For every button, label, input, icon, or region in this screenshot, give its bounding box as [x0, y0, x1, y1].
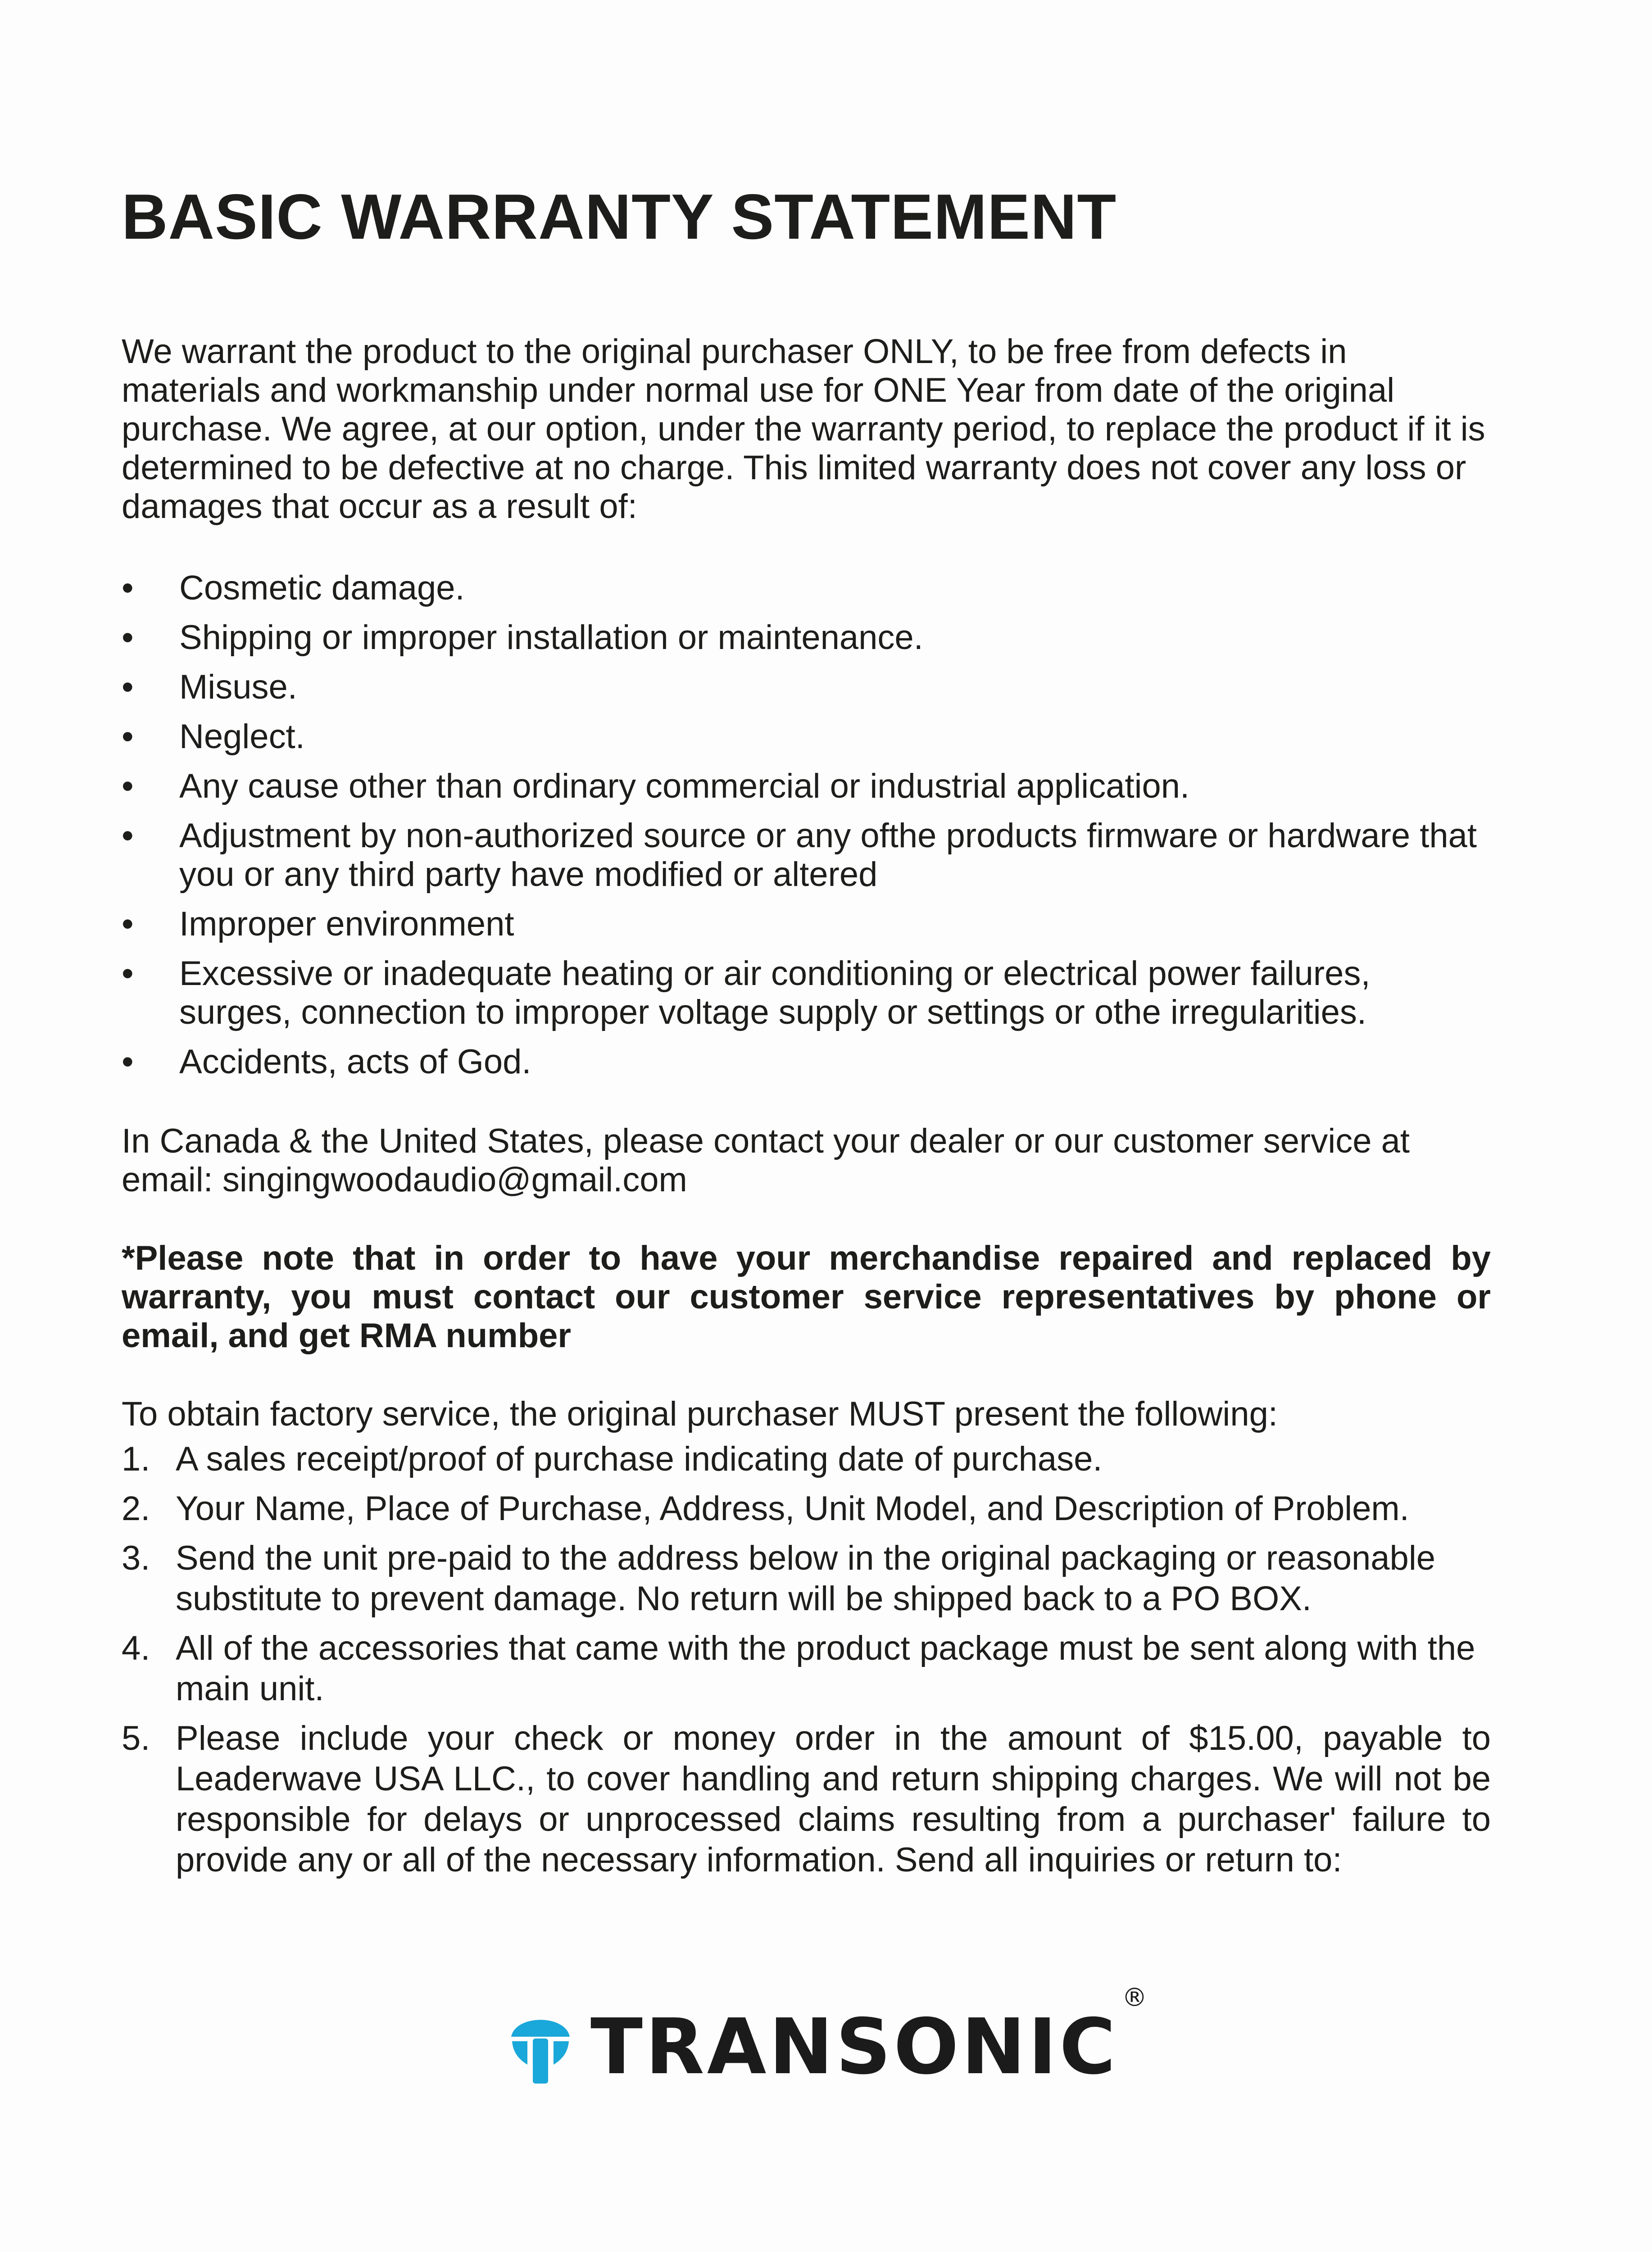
bullet-marker: • [122, 905, 134, 944]
exclusion-item [122, 954, 1491, 1032]
bullet-marker: • [122, 569, 134, 608]
service-step [122, 1628, 1491, 1709]
intro-paragraph: We warrant the product to the original purchaser ONLY, to be free from defects in materials and workmanship under normal use for ONE Year from date of the original purchase. We agree, at our option, under the warranty period, to replace the product if it is determined to be defective at no charge. This limited warranty does not cover any loss or damages that occur as a result of: [122, 332, 1485, 526]
exclusion-text: Shipping or improper installation or maintenance. [179, 618, 923, 657]
step-number: 1. [122, 1440, 150, 1479]
exclusion-text: Misuse. [179, 668, 297, 707]
bullet-marker: • [122, 717, 134, 756]
step-number: 4. [122, 1629, 150, 1668]
exclusion-item [122, 618, 1491, 657]
step-text: Send the unit pre-paid to the address below in the original packaging or reasonable substitute to prevent damage. No return will be shipped back to a PO BOX. [176, 1539, 1435, 1618]
warranty-content [122, 180, 1491, 1889]
contact-paragraph: In Canada & the United States, please contact your dealer or our customer service at email: singingwoodaudio@gmail.com [122, 1122, 1410, 1199]
step-text: A sales receipt/proof of purchase indicating date of purchase. [176, 1440, 1103, 1479]
exclusion-item [122, 767, 1491, 806]
rma-note: *Please note that in order to have your merchandise repaired and replaced by warranty, you must contact our customer service representatives by phone or email, and get RMA number [122, 1239, 1491, 1355]
bullet-marker: • [122, 817, 134, 855]
exclusion-item [122, 668, 1491, 707]
service-step [122, 1538, 1491, 1619]
steps-intro: To obtain factory service, the original purchaser MUST present the following: [122, 1395, 1278, 1434]
exclusion-item [122, 817, 1491, 894]
transonic-logo [507, 1983, 1150, 2092]
exclusion-item [122, 905, 1491, 944]
page-title: BASIC WARRANTY STATEMENT [122, 181, 1117, 253]
step-number: 3. [122, 1539, 150, 1578]
step-text: All of the accessories that came with the product package must be sent along with the main unit. [176, 1629, 1475, 1708]
step-number: 2. [122, 1489, 150, 1528]
exclusion-text: Improper environment [179, 905, 514, 944]
registered-mark: ® [1121, 1983, 1150, 2012]
exclusion-text: Adjustment by non-authorized source or any ofthe products firmware or hardware that you or any third party have modified or altered [179, 817, 1477, 894]
service-step [122, 1718, 1491, 1880]
exclusion-text: Any cause other than ordinary commercial or industrial application. [179, 767, 1190, 806]
bullet-marker: • [122, 954, 134, 993]
step-number: 5. [122, 1719, 150, 1758]
exclusion-item [122, 717, 1491, 756]
exclusion-text: Cosmetic damage. [179, 569, 465, 608]
brand-wordmark [590, 1983, 1150, 2092]
brand-name: TRANSONIC [590, 2002, 1118, 2092]
step-text: Please include your check or money order in the amount of $15.00, payable to Leaderwave USA LLC., to cover handling and return shipping charges. We will not be responsible for delays or unprocessed claims resulting from a purchaser' failure to provide any or all of the necessary information. Send all inquiries or return to: [176, 1719, 1491, 1880]
exclusion-text: Accidents, acts of God. [179, 1043, 531, 1081]
service-step [122, 1439, 1491, 1480]
service-steps-list [122, 1439, 1491, 1880]
bullet-marker: • [122, 767, 134, 806]
exclusions-list [122, 569, 1491, 1081]
exclusion-text: Neglect. [179, 717, 305, 756]
service-step [122, 1489, 1491, 1529]
bullet-marker: • [122, 618, 134, 657]
exclusion-item [122, 569, 1491, 608]
bullet-marker: • [122, 668, 134, 707]
step-text: Your Name, Place of Purchase, Address, Unit Model, and Description of Problem. [176, 1489, 1409, 1528]
transonic-brand-icon [507, 2009, 574, 2085]
bullet-marker: • [122, 1043, 134, 1081]
exclusion-text: Excessive or inadequate heating or air conditioning or electrical power failures, surges, connection to improper voltage supply or settings or othe irregularities. [179, 954, 1371, 1032]
exclusion-item [122, 1043, 1491, 1081]
